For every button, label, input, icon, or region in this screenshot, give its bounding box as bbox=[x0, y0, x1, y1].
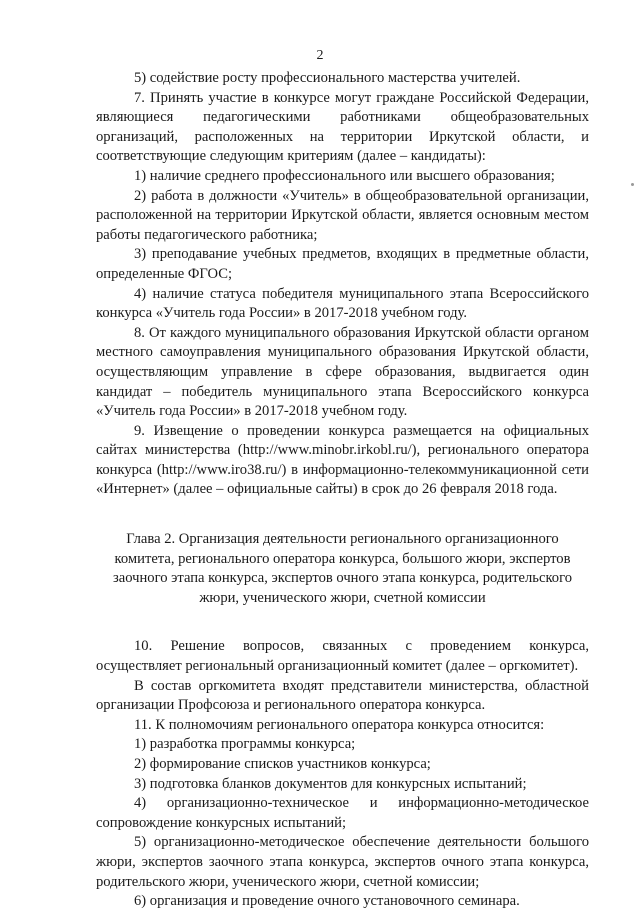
page-number: 2 bbox=[316, 48, 324, 63]
paragraph: 9. Извещение о проведении конкурса размещается на официальных сайтах министерства (http://www.minobr.irkobl.ru/), регионального оператора конкурса (http://www.iro38.ru/) в информационно-телекоммуникационной сети «Интернет» (далее – официальные сайты) в срок до 26 февраля 2018 года. bbox=[96, 422, 589, 498]
paragraph: 4) наличие статуса победителя муниципального этапа Всероссийского конкурса «Учитель года России» в 2017-2018 учебном году. bbox=[96, 285, 589, 322]
chapter-heading bbox=[96, 530, 589, 608]
paragraph: 8. От каждого муниципального образования Иркутской области органом местного самоуправления муниципального образования Иркутской области, осуществляющим управление в сфере образования, выдвигается один кандидат – победитель муниципального этапа Всероссийского конкурса «Учитель года России» в 2017-2018 учебном году. bbox=[96, 324, 589, 420]
chapter-heading-line: Глава 2. Организация деятельности регионального организационного bbox=[126, 531, 559, 548]
paragraph: В состав оргкомитета входят представители министерства, областной организации Профсоюза и регионального оператора конкурса. bbox=[96, 677, 589, 714]
paragraph: 7. Принять участие в конкурсе могут граждане Российской Федерации, являющиеся педагогическими работниками общеобразовательных организаций, расположенных на территории Иркутской области, и соответствующие следующим критериям (далее – кандидаты): bbox=[96, 89, 589, 165]
paragraph: 3) подготовка бланков документов для конкурсных испытаний; bbox=[134, 775, 527, 792]
chapter-heading-line: комитета, регионального оператора конкурса, большого жюри, экспертов bbox=[114, 550, 571, 567]
paragraph: 5) организационно-методическое обеспечение деятельности большого жюри, экспертов заочного этапа конкурса, экспертов очного этапа конкурса, родительского жюри, ученического жюри, счетной комиссии; bbox=[96, 834, 589, 890]
scan-speck bbox=[631, 183, 634, 186]
chapter-heading-line: заочного этапа конкурса, экспертов очного этапа конкурса, родительского bbox=[112, 570, 573, 587]
paragraph: 4) организационно-техническое и информационно-методическое сопровождение конкурсных испытаний; bbox=[96, 795, 589, 831]
paragraph: 5) содействие росту профессионального мастерства учителей. bbox=[134, 70, 521, 86]
paragraph: 2) формирование списков участников конкурса; bbox=[134, 756, 431, 772]
document-body bbox=[96, 69, 589, 912]
paragraph: 1) разработка программы конкурса; bbox=[134, 736, 356, 753]
paragraph: 11. К полномочиям регионального оператора конкурса относится: bbox=[134, 716, 545, 733]
paragraph: 6) организация и проведение очного установочного семинара. bbox=[134, 893, 520, 910]
paragraph: 2) работа в должности «Учитель» в общеобразовательной организации, расположенной на территории Иркутской области, является основным местом работы педагогического работника; bbox=[96, 187, 589, 243]
paragraph: 1) наличие среднего профессионального или высшего образования; bbox=[134, 167, 555, 184]
chapter-heading-line: жюри, ученического жюри, счетной комиссии bbox=[199, 589, 486, 606]
paragraph: 10. Решение вопросов, связанных с проведением конкурса, осуществляет региональный организационный комитет (далее – оргкомитет). bbox=[96, 638, 589, 675]
paragraph: 3) преподавание учебных предметов, входящих в предметные области, определенные ФГОС; bbox=[96, 246, 589, 282]
